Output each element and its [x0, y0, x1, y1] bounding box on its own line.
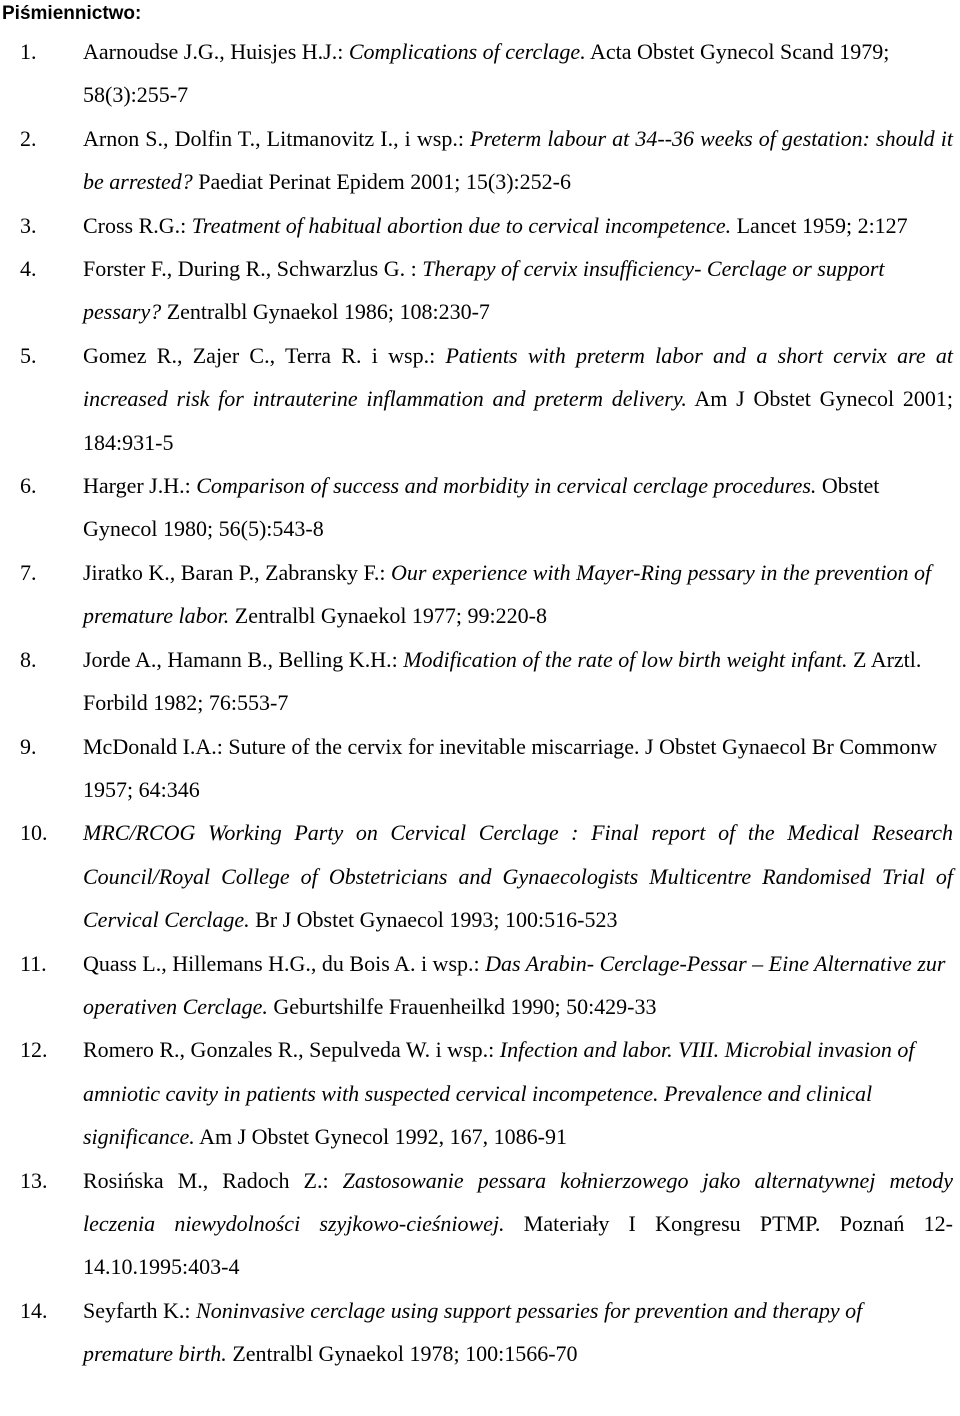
reference-item — [0, 204, 960, 247]
reference-source: Zentralbl Gynaekol 1978; 100:1566-70 — [226, 1341, 578, 1367]
reference-authors: Forster F., During R., Schwarzlus G. : — [83, 256, 423, 282]
reference-body — [83, 1289, 953, 1376]
reference-number: 12. — [20, 1037, 48, 1063]
reference-authors: Quass L., Hillemans H.G., du Bois A. i wsp.: — [83, 950, 486, 976]
reference-number: 9. — [20, 733, 37, 759]
reference-source: Am J Obstet Gynecol 1992, 167, 1086-91 — [194, 1124, 567, 1150]
reference-number: 11. — [20, 950, 47, 976]
reference-number: 7. — [20, 559, 37, 585]
reference-authors: Arnon S., Dolfin T., Litmanovitz I., i wsp.: — [83, 125, 471, 151]
reference-number: 6. — [20, 473, 37, 499]
reference-title: Comparison of success and morbidity in cervical cerclage procedures. — [196, 473, 817, 499]
reference-authors: Harger J.H.: — [83, 473, 197, 499]
reference-source: Z Arztl. Forbild 1982; 76:553-7 — [83, 646, 922, 716]
reference-title: Our experience with Mayer-Ring pessary in the prevention of premature labor. — [83, 559, 932, 629]
reference-authors: Rosińska M., Radoch Z.: — [83, 1167, 343, 1193]
reference-body — [83, 942, 953, 1029]
reference-title: Infection and labor. VIII. Microbial invasion of amniotic cavity in patients with suspected cervical incompetence. Prevalence and clinical significance. — [83, 1037, 915, 1150]
reference-item — [0, 334, 960, 464]
reference-item — [0, 247, 960, 334]
reference-number: 2. — [20, 125, 37, 151]
reference-body — [83, 117, 953, 204]
reference-item — [0, 117, 960, 204]
page-title: Piśmiennictwo: — [2, 3, 142, 24]
reference-source: Am J Obstet Gynecol 2001; 184:931-5 — [83, 386, 953, 455]
reference-authors: Jorde A., Hamann B., Belling K.H.: — [83, 646, 404, 672]
reference-number: 3. — [20, 212, 37, 238]
reference-title: Preterm labour at 34--36 weeks of gestation: should it be arrested? — [83, 125, 953, 195]
reference-number: 10. — [20, 820, 48, 846]
reference-item — [0, 1028, 960, 1158]
reference-item — [0, 811, 960, 941]
reference-body — [83, 551, 953, 638]
reference-authors: Romero R., Gonzales R., Sepulveda W. i wsp.: — [83, 1037, 500, 1063]
reference-authors: Aarnoudse J.G., Huisjes H.J.: — [83, 39, 349, 64]
reference-item — [0, 1289, 960, 1376]
reference-body — [83, 638, 953, 725]
reference-body — [83, 204, 953, 247]
reference-number: 1. — [20, 39, 37, 64]
reference-body — [83, 1159, 953, 1289]
reference-list — [0, 30, 960, 1376]
reference-source: Zentralbl Gynaekol 1977; 99:220-8 — [229, 603, 547, 629]
reference-source: Br J Obstet Gynaecol 1993; 100:516-523 — [249, 907, 618, 933]
reference-authors: Jiratko K., Baran P., Zabransky F.: — [83, 559, 392, 585]
reference-authors: Seyfarth K.: — [83, 1297, 197, 1323]
reference-item — [0, 1159, 960, 1289]
reference-body — [83, 334, 953, 464]
reference-title: Modification of the rate of low birth weight infant. — [403, 646, 848, 672]
reference-body — [83, 247, 953, 334]
reference-source: Zentralbl Gynaekol 1986; 108:230-7 — [161, 299, 490, 325]
reference-source: Paediat Perinat Epidem 2001; 15(3):252-6 — [192, 169, 571, 195]
reference-source: Lancet 1959; 2:127 — [731, 212, 908, 238]
reference-source: Obstet Gynecol 1980; 56(5):543-8 — [83, 473, 880, 542]
reference-number: 14. — [20, 1297, 48, 1323]
reference-item — [0, 638, 960, 725]
reference-source: Geburtshilfe Frauenheilkd 1990; 50:429-33 — [267, 993, 657, 1019]
reference-source: Acta Obstet Gynecol Scand 1979; 58(3):255-7 — [83, 39, 890, 108]
reference-source: Materiały I Kongresu PTMP. Poznań 12-14.10.1995:403-4 — [83, 1210, 953, 1280]
reference-authors: Gomez R., Zajer C., Terra R. i wsp.: — [83, 342, 446, 368]
reference-body — [83, 464, 953, 551]
reference-title: MRC/RCOG Working Party on Cervical Cerclage : Final report of the Medical Research Council/Royal College of Obstetricians and Gynaecologists Multicentre Randomised Trial of Cervical Cerclage. — [83, 820, 953, 933]
reference-item — [0, 30, 960, 117]
reference-number: 13. — [20, 1167, 48, 1193]
reference-title: Therapy of cervix insufficiency- Cerclage or support pessary? — [83, 256, 885, 325]
reference-number: 5. — [20, 342, 37, 368]
reference-item — [0, 464, 960, 551]
reference-title: Patients with preterm labor and a short cervix are at increased risk for intrauterine inflammation and preterm delivery. — [83, 342, 953, 412]
reference-title: Noninvasive cerclage using support pessaries for prevention and therapy of premature birth. — [83, 1297, 863, 1367]
reference-authors: McDonald I.A.: Suture of the cervix for inevitable miscarriage. J Obstet Gynaecol Br Commonw 1957; 64:346 — [83, 733, 938, 802]
reference-item — [0, 551, 960, 638]
reference-body — [83, 30, 953, 117]
reference-body — [83, 811, 953, 941]
reference-authors: Cross R.G.: — [83, 212, 192, 238]
reference-body — [83, 1028, 953, 1158]
reference-body — [83, 725, 953, 812]
reference-item — [0, 942, 960, 1029]
reference-number: 4. — [20, 256, 37, 282]
reference-title: Das Arabin- Cerclage-Pessar – Eine Alternative zur operativen Cerclage. — [83, 950, 946, 1019]
reference-number: 8. — [20, 646, 37, 672]
reference-title: Complications of cerclage. — [348, 39, 586, 64]
reference-title: Treatment of habitual abortion due to cervical incompetence. — [191, 212, 732, 238]
reference-item — [0, 725, 960, 812]
reference-title: Zastosowanie pessara kołnierzowego jako alternatywnej metody leczenia niewydolności szyjkowo-cieśniowej. — [83, 1167, 953, 1236]
